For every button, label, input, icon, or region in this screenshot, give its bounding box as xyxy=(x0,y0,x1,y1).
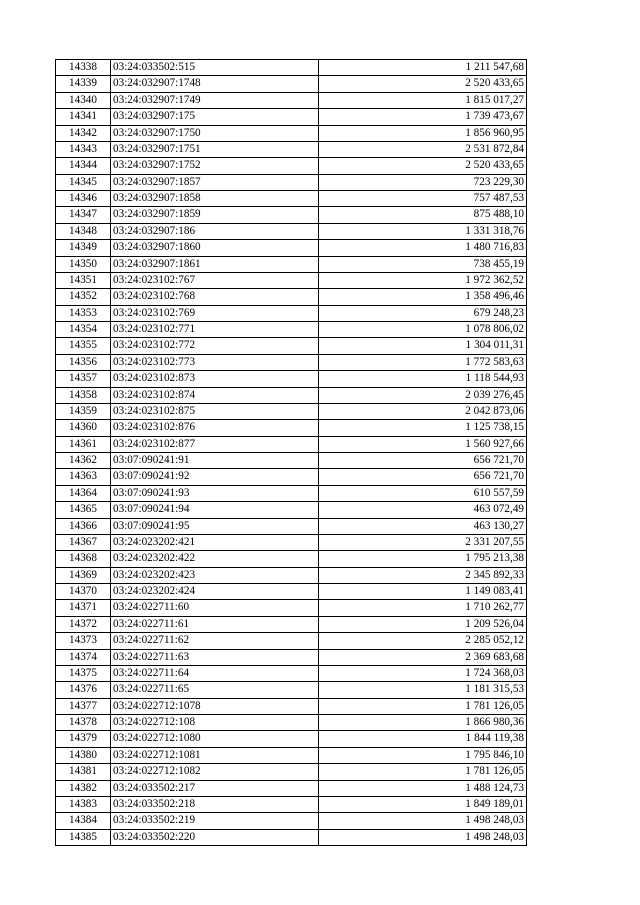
row-number-cell: 14380 xyxy=(56,747,111,763)
row-number-cell: 14350 xyxy=(56,256,111,272)
row-number-cell: 14354 xyxy=(56,322,111,338)
cadastral-number-cell: 03:24:032907:175 xyxy=(111,109,319,125)
value-cell: 2 042 873,06 xyxy=(319,403,527,419)
row-number-cell: 14349 xyxy=(56,240,111,256)
cadastral-number-cell: 03:24:023102:768 xyxy=(111,289,319,305)
value-cell: 2 285 052,12 xyxy=(319,633,527,649)
cadastral-number-cell: 03:24:022712:108 xyxy=(111,715,319,731)
row-number-cell: 14367 xyxy=(56,534,111,550)
row-number-cell: 14373 xyxy=(56,633,111,649)
row-number-cell: 14338 xyxy=(56,60,111,76)
table-row xyxy=(56,403,527,419)
table-row xyxy=(56,600,527,616)
row-number-cell: 14353 xyxy=(56,305,111,321)
value-cell: 2 331 207,55 xyxy=(319,534,527,550)
row-number-cell: 14365 xyxy=(56,502,111,518)
table-body xyxy=(56,60,527,846)
cadastral-number-cell: 03:24:033502:218 xyxy=(111,796,319,812)
cadastral-number-cell: 03:24:022711:61 xyxy=(111,616,319,632)
cadastral-number-cell: 03:24:033502:217 xyxy=(111,780,319,796)
cadastral-number-cell: 03:07:090241:91 xyxy=(111,453,319,469)
cadastral-number-cell: 03:24:023102:767 xyxy=(111,272,319,288)
value-cell: 1 781 126,05 xyxy=(319,698,527,714)
value-cell: 1 480 716,83 xyxy=(319,240,527,256)
value-cell: 875 488,10 xyxy=(319,207,527,223)
table-row xyxy=(56,436,527,452)
row-number-cell: 14363 xyxy=(56,469,111,485)
value-cell: 2 039 276,45 xyxy=(319,387,527,403)
cadastral-number-cell: 03:24:023102:873 xyxy=(111,371,319,387)
table-row xyxy=(56,665,527,681)
row-number-cell: 14378 xyxy=(56,715,111,731)
table-row xyxy=(56,813,527,829)
row-number-cell: 14366 xyxy=(56,518,111,534)
value-cell: 1 078 806,02 xyxy=(319,322,527,338)
cadastral-number-cell: 03:24:032907:1749 xyxy=(111,92,319,108)
cadastral-number-cell: 03:24:033502:220 xyxy=(111,829,319,845)
cadastral-value-table xyxy=(55,59,527,846)
table-row xyxy=(56,747,527,763)
row-number-cell: 14340 xyxy=(56,92,111,108)
row-number-cell: 14358 xyxy=(56,387,111,403)
row-number-cell: 14370 xyxy=(56,584,111,600)
value-cell: 1 209 526,04 xyxy=(319,616,527,632)
row-number-cell: 14347 xyxy=(56,207,111,223)
table-row xyxy=(56,141,527,157)
cadastral-number-cell: 03:24:032907:1857 xyxy=(111,174,319,190)
cadastral-number-cell: 03:24:023102:874 xyxy=(111,387,319,403)
cadastral-number-cell: 03:24:023102:875 xyxy=(111,403,319,419)
value-cell: 656 721,70 xyxy=(319,453,527,469)
table-row xyxy=(56,731,527,747)
value-cell: 1 498 248,03 xyxy=(319,813,527,829)
value-cell: 2 531 872,84 xyxy=(319,141,527,157)
cadastral-number-cell: 03:24:022711:63 xyxy=(111,649,319,665)
row-number-cell: 14375 xyxy=(56,665,111,681)
row-number-cell: 14377 xyxy=(56,698,111,714)
value-cell: 1 118 544,93 xyxy=(319,371,527,387)
table-row xyxy=(56,92,527,108)
table-row xyxy=(56,354,527,370)
table-row xyxy=(56,518,527,534)
cadastral-number-cell: 03:24:022711:60 xyxy=(111,600,319,616)
cadastral-number-cell: 03:24:022712:1081 xyxy=(111,747,319,763)
cadastral-number-cell: 03:24:032907:1748 xyxy=(111,76,319,92)
value-cell: 1 125 738,15 xyxy=(319,420,527,436)
cadastral-number-cell: 03:24:023102:876 xyxy=(111,420,319,436)
value-cell: 1 149 083,41 xyxy=(319,584,527,600)
table-row xyxy=(56,453,527,469)
table-row xyxy=(56,420,527,436)
table-row xyxy=(56,796,527,812)
cadastral-number-cell: 03:07:090241:92 xyxy=(111,469,319,485)
row-number-cell: 14352 xyxy=(56,289,111,305)
cadastral-number-cell: 03:24:023102:877 xyxy=(111,436,319,452)
value-cell: 2 520 433,65 xyxy=(319,158,527,174)
value-cell: 656 721,70 xyxy=(319,469,527,485)
row-number-cell: 14383 xyxy=(56,796,111,812)
value-cell: 1 795 846,10 xyxy=(319,747,527,763)
cadastral-number-cell: 03:24:032907:1861 xyxy=(111,256,319,272)
row-number-cell: 14357 xyxy=(56,371,111,387)
table-row xyxy=(56,829,527,845)
table-row xyxy=(56,338,527,354)
cadastral-number-cell: 03:24:032907:1752 xyxy=(111,158,319,174)
table-row xyxy=(56,191,527,207)
cadastral-number-cell: 03:07:090241:95 xyxy=(111,518,319,534)
table-row xyxy=(56,387,527,403)
value-cell: 1 844 119,38 xyxy=(319,731,527,747)
value-cell: 1 795 213,38 xyxy=(319,551,527,567)
cadastral-number-cell: 03:07:090241:93 xyxy=(111,485,319,501)
row-number-cell: 14372 xyxy=(56,616,111,632)
cadastral-number-cell: 03:24:023102:772 xyxy=(111,338,319,354)
table-row xyxy=(56,633,527,649)
value-cell: 2 520 433,65 xyxy=(319,76,527,92)
table-row xyxy=(56,158,527,174)
cadastral-number-cell: 03:24:032907:186 xyxy=(111,223,319,239)
table-row xyxy=(56,223,527,239)
value-cell: 1 849 189,01 xyxy=(319,796,527,812)
row-number-cell: 14342 xyxy=(56,125,111,141)
row-number-cell: 14351 xyxy=(56,272,111,288)
value-cell: 1 211 547,68 xyxy=(319,60,527,76)
value-cell: 1 856 960,95 xyxy=(319,125,527,141)
row-number-cell: 14368 xyxy=(56,551,111,567)
value-cell: 1 498 248,03 xyxy=(319,829,527,845)
row-number-cell: 14344 xyxy=(56,158,111,174)
table-row xyxy=(56,551,527,567)
value-cell: 463 072,49 xyxy=(319,502,527,518)
row-number-cell: 14345 xyxy=(56,174,111,190)
cadastral-number-cell: 03:24:032907:1751 xyxy=(111,141,319,157)
table-row xyxy=(56,715,527,731)
row-number-cell: 14379 xyxy=(56,731,111,747)
cadastral-number-cell: 03:24:023102:773 xyxy=(111,354,319,370)
cadastral-number-cell: 03:24:023102:771 xyxy=(111,322,319,338)
table-row xyxy=(56,305,527,321)
cadastral-number-cell: 03:24:032907:1859 xyxy=(111,207,319,223)
table-row xyxy=(56,289,527,305)
cadastral-number-cell: 03:24:023102:769 xyxy=(111,305,319,321)
value-cell: 757 487,53 xyxy=(319,191,527,207)
table-row xyxy=(56,371,527,387)
value-cell: 1 488 124,73 xyxy=(319,780,527,796)
value-cell: 679 248,23 xyxy=(319,305,527,321)
table-row xyxy=(56,272,527,288)
table-row xyxy=(56,109,527,125)
row-number-cell: 14359 xyxy=(56,403,111,419)
value-cell: 2 345 892,33 xyxy=(319,567,527,583)
table-row xyxy=(56,534,527,550)
value-cell: 1 781 126,05 xyxy=(319,764,527,780)
cadastral-number-cell: 03:24:023202:424 xyxy=(111,584,319,600)
cadastral-number-cell: 03:24:033502:219 xyxy=(111,813,319,829)
row-number-cell: 14369 xyxy=(56,567,111,583)
table-row xyxy=(56,780,527,796)
value-cell: 2 369 683,68 xyxy=(319,649,527,665)
table-row xyxy=(56,485,527,501)
cadastral-number-cell: 03:24:022712:1080 xyxy=(111,731,319,747)
value-cell: 1 972 362,52 xyxy=(319,272,527,288)
cadastral-number-cell: 03:24:023202:422 xyxy=(111,551,319,567)
cadastral-number-cell: 03:24:022711:65 xyxy=(111,682,319,698)
cadastral-number-cell: 03:24:023202:423 xyxy=(111,567,319,583)
value-cell: 1 866 980,36 xyxy=(319,715,527,731)
table-row xyxy=(56,125,527,141)
table-row xyxy=(56,584,527,600)
table-row xyxy=(56,616,527,632)
value-cell: 463 130,27 xyxy=(319,518,527,534)
table-row xyxy=(56,207,527,223)
row-number-cell: 14355 xyxy=(56,338,111,354)
row-number-cell: 14364 xyxy=(56,485,111,501)
table-row xyxy=(56,60,527,76)
value-cell: 1 815 017,27 xyxy=(319,92,527,108)
table-row xyxy=(56,256,527,272)
table-row xyxy=(56,469,527,485)
value-cell: 1 304 011,31 xyxy=(319,338,527,354)
row-number-cell: 14376 xyxy=(56,682,111,698)
value-cell: 1 772 583,63 xyxy=(319,354,527,370)
row-number-cell: 14384 xyxy=(56,813,111,829)
row-number-cell: 14348 xyxy=(56,223,111,239)
cadastral-number-cell: 03:24:022712:1078 xyxy=(111,698,319,714)
cadastral-number-cell: 03:24:032907:1860 xyxy=(111,240,319,256)
table-row xyxy=(56,174,527,190)
value-cell: 1 724 368,03 xyxy=(319,665,527,681)
table-row xyxy=(56,682,527,698)
cadastral-number-cell: 03:24:022712:1082 xyxy=(111,764,319,780)
row-number-cell: 14361 xyxy=(56,436,111,452)
value-cell: 738 455,19 xyxy=(319,256,527,272)
row-number-cell: 14339 xyxy=(56,76,111,92)
cadastral-number-cell: 03:24:032907:1750 xyxy=(111,125,319,141)
row-number-cell: 14343 xyxy=(56,141,111,157)
row-number-cell: 14382 xyxy=(56,780,111,796)
cadastral-number-cell: 03:24:032907:1858 xyxy=(111,191,319,207)
table-row xyxy=(56,764,527,780)
value-cell: 1 181 315,53 xyxy=(319,682,527,698)
row-number-cell: 14360 xyxy=(56,420,111,436)
value-cell: 1 331 318,76 xyxy=(319,223,527,239)
table-row xyxy=(56,76,527,92)
table-row xyxy=(56,502,527,518)
cadastral-number-cell: 03:24:022711:62 xyxy=(111,633,319,649)
table-row xyxy=(56,698,527,714)
row-number-cell: 14385 xyxy=(56,829,111,845)
table-row xyxy=(56,649,527,665)
value-cell: 610 557,59 xyxy=(319,485,527,501)
value-cell: 723 229,30 xyxy=(319,174,527,190)
value-cell: 1 739 473,67 xyxy=(319,109,527,125)
value-cell: 1 358 496,46 xyxy=(319,289,527,305)
row-number-cell: 14362 xyxy=(56,453,111,469)
value-cell: 1 710 262,77 xyxy=(319,600,527,616)
cadastral-number-cell: 03:24:022711:64 xyxy=(111,665,319,681)
row-number-cell: 14341 xyxy=(56,109,111,125)
cadastral-number-cell: 03:24:033502:515 xyxy=(111,60,319,76)
row-number-cell: 14346 xyxy=(56,191,111,207)
value-cell: 1 560 927,66 xyxy=(319,436,527,452)
row-number-cell: 14381 xyxy=(56,764,111,780)
table-row xyxy=(56,322,527,338)
table-row xyxy=(56,240,527,256)
cadastral-number-cell: 03:24:023202:421 xyxy=(111,534,319,550)
row-number-cell: 14371 xyxy=(56,600,111,616)
cadastral-number-cell: 03:07:090241:94 xyxy=(111,502,319,518)
row-number-cell: 14374 xyxy=(56,649,111,665)
table-row xyxy=(56,567,527,583)
row-number-cell: 14356 xyxy=(56,354,111,370)
